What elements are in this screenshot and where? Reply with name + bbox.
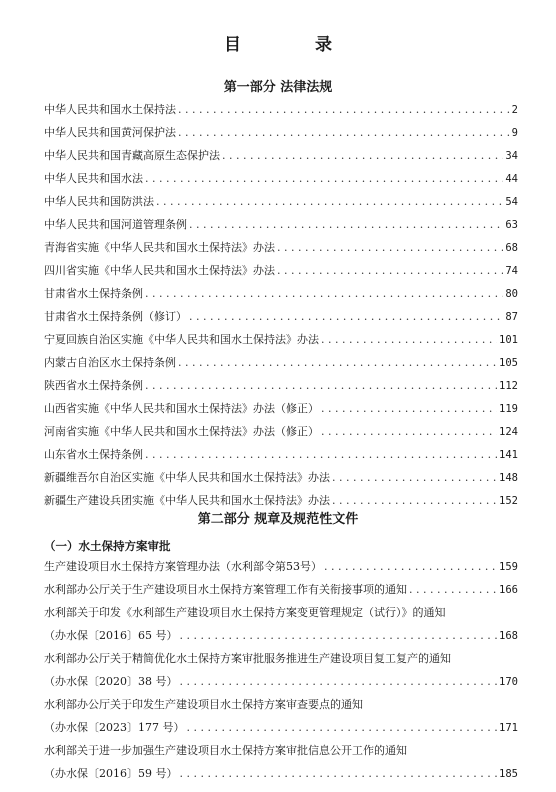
toc-leader-dots bbox=[145, 167, 503, 190]
toc-entry-title: 甘肃省水土保持条例（修订） bbox=[44, 310, 187, 323]
toc-leader-dots bbox=[189, 213, 503, 236]
toc-leader-dots bbox=[409, 578, 497, 601]
toc-entry-title: 青海省实施《中华人民共和国水土保持法》办法 bbox=[44, 241, 275, 254]
toc-entry[interactable] bbox=[44, 578, 518, 601]
toc-entry-title: 新疆生产建设兵团实施《中华人民共和国水土保持法》办法 bbox=[44, 494, 330, 507]
toc-entry-title: 陕西省水土保持条例 bbox=[44, 379, 143, 392]
toc-entry-title-line[interactable]: 水利部办公厅关于精简优化水土保持方案审批服务推进生产建设项目复工复产的通知 bbox=[44, 652, 451, 665]
toc-entry-title: 内蒙古自治区水土保持条例 bbox=[44, 356, 176, 369]
toc-entry-page: 168 bbox=[499, 630, 518, 642]
toc-leader-dots bbox=[189, 305, 503, 328]
toc-entry-title: 中华人民共和国防洪法 bbox=[44, 195, 154, 208]
toc-entry-page: 105 bbox=[499, 357, 518, 369]
toc-entry[interactable] bbox=[44, 397, 518, 420]
toc-entry-page: 68 bbox=[505, 242, 518, 254]
toc-entry[interactable] bbox=[44, 236, 518, 259]
toc-entry-page: 54 bbox=[505, 196, 518, 208]
toc-entry-title: 中华人民共和国黄河保护法 bbox=[44, 126, 176, 139]
toc-entry-page: 87 bbox=[505, 311, 518, 323]
toc-entry-title: 中华人民共和国水法 bbox=[44, 172, 143, 185]
part2-heading: 第二部分 规章及规范性文件 bbox=[197, 512, 359, 527]
toc-leader-dots bbox=[222, 144, 503, 167]
toc-entry-page: 185 bbox=[499, 768, 518, 780]
toc-entry-page: 74 bbox=[505, 265, 518, 277]
toc-entry[interactable] bbox=[44, 420, 518, 443]
toc-entry-page: 119 bbox=[499, 403, 518, 415]
toc-entry-page: 152 bbox=[499, 495, 518, 507]
toc-entry[interactable] bbox=[44, 190, 518, 213]
toc-entry-page: 2 bbox=[511, 104, 518, 116]
toc-leader-dots bbox=[321, 420, 497, 443]
toc-leader-dots bbox=[180, 762, 498, 785]
part1-toc bbox=[44, 98, 518, 512]
toc-entry[interactable] bbox=[44, 121, 518, 144]
toc-entry-title: 山东省水土保持条例 bbox=[44, 448, 143, 461]
toc-leader-dots bbox=[277, 259, 503, 282]
part1-heading: 第一部分 法律法规 bbox=[223, 80, 333, 95]
toc-entry[interactable] bbox=[44, 670, 518, 693]
toc-entry-title: 山西省实施《中华人民共和国水土保持法》办法（修正） bbox=[44, 402, 319, 415]
toc-entry-title: （办水保〔2016〕59 号） bbox=[44, 767, 178, 780]
toc-leader-dots bbox=[321, 397, 497, 420]
toc-entry[interactable] bbox=[44, 282, 518, 305]
toc-entry[interactable] bbox=[44, 305, 518, 328]
toc-leader-dots bbox=[332, 466, 497, 489]
toc-leader-dots bbox=[145, 443, 497, 466]
toc-entry-title-line[interactable]: 水利部关于进一步加强生产建设项目水土保持方案审批信息公开工作的通知 bbox=[44, 744, 407, 757]
toc-leader-dots bbox=[321, 328, 497, 351]
toc-leader-dots bbox=[178, 98, 510, 121]
toc-entry[interactable] bbox=[44, 762, 518, 785]
toc-entry[interactable] bbox=[44, 259, 518, 282]
toc-entry[interactable] bbox=[44, 555, 518, 578]
toc-entry-page: 124 bbox=[499, 426, 518, 438]
toc-leader-dots bbox=[156, 190, 503, 213]
toc-leader-dots bbox=[277, 236, 503, 259]
toc-entry-title: 中华人民共和国水土保持法 bbox=[44, 103, 176, 116]
toc-entry-title: （办水保〔2016〕65 号） bbox=[44, 629, 178, 642]
toc-entry[interactable] bbox=[44, 624, 518, 647]
toc-entry[interactable] bbox=[44, 351, 518, 374]
toc-leader-dots bbox=[180, 624, 498, 647]
toc-entry-page: 166 bbox=[499, 584, 518, 596]
toc-entry[interactable] bbox=[44, 374, 518, 397]
toc-leader-dots bbox=[180, 670, 498, 693]
toc-entry-page: 141 bbox=[499, 449, 518, 461]
toc-entry-page: 9 bbox=[511, 127, 518, 139]
toc-entry[interactable] bbox=[44, 144, 518, 167]
toc-entry-title: 甘肃省水土保持条例 bbox=[44, 287, 143, 300]
toc-entry-title: 新疆维吾尔自治区实施《中华人民共和国水土保持法》办法 bbox=[44, 471, 330, 484]
toc-leader-dots bbox=[145, 282, 503, 305]
toc-entry-title: 中华人民共和国青藏高原生态保护法 bbox=[44, 149, 220, 162]
toc-entry-title: 四川省实施《中华人民共和国水土保持法》办法 bbox=[44, 264, 275, 277]
toc-entry-page: 171 bbox=[499, 722, 518, 734]
toc-leader-dots bbox=[187, 716, 498, 739]
toc-entry-page: 44 bbox=[505, 173, 518, 185]
toc-entry-page: 112 bbox=[499, 380, 518, 392]
toc-entry[interactable] bbox=[44, 167, 518, 190]
toc-entry-page: 101 bbox=[499, 334, 518, 346]
toc-entry-page: 63 bbox=[505, 219, 518, 231]
toc-leader-dots bbox=[178, 351, 497, 374]
toc-entry-title-line[interactable]: 水利部关于印发《水利部生产建设项目水土保持方案变更管理规定（试行）》的通知 bbox=[44, 606, 446, 619]
part2-toc bbox=[44, 555, 518, 785]
toc-entry-page: 159 bbox=[499, 561, 518, 573]
toc-entry[interactable] bbox=[44, 716, 518, 739]
toc-entry-title-line[interactable]: 水利部办公厅关于印发生产建设项目水土保持方案审查要点的通知 bbox=[44, 698, 363, 711]
toc-entry[interactable] bbox=[44, 466, 518, 489]
toc-entry-title: 河南省实施《中华人民共和国水土保持法》办法（修正） bbox=[44, 425, 319, 438]
toc-entry-title: 中华人民共和国河道管理条例 bbox=[44, 218, 187, 231]
toc-entry-page: 34 bbox=[505, 150, 518, 162]
toc-entry-title: 宁夏回族自治区实施《中华人民共和国水土保持法》办法 bbox=[44, 333, 319, 346]
toc-entry-title: （办水保〔2020〕38 号） bbox=[44, 675, 178, 688]
toc-leader-dots bbox=[324, 555, 497, 578]
toc-entry[interactable] bbox=[44, 328, 518, 351]
toc-leader-dots bbox=[145, 374, 497, 397]
toc-entry-page: 148 bbox=[499, 472, 518, 484]
toc-entry[interactable] bbox=[44, 98, 518, 121]
page-title: 目 录 bbox=[224, 35, 366, 55]
toc-entry-title: 水利部办公厅关于生产建设项目水土保持方案管理工作有关衔接事项的通知 bbox=[44, 583, 407, 596]
toc-entry-page: 170 bbox=[499, 676, 518, 688]
toc-leader-dots bbox=[178, 121, 510, 144]
toc-entry[interactable] bbox=[44, 213, 518, 236]
toc-entry-title: 生产建设项目水土保持方案管理办法（水利部令第53号） bbox=[44, 560, 322, 573]
toc-entry-page: 80 bbox=[505, 288, 518, 300]
part2-subheading: （一）水土保持方案审批 bbox=[44, 539, 171, 553]
toc-entry-title: （办水保〔2023〕177 号） bbox=[44, 721, 185, 734]
toc-entry[interactable] bbox=[44, 443, 518, 466]
